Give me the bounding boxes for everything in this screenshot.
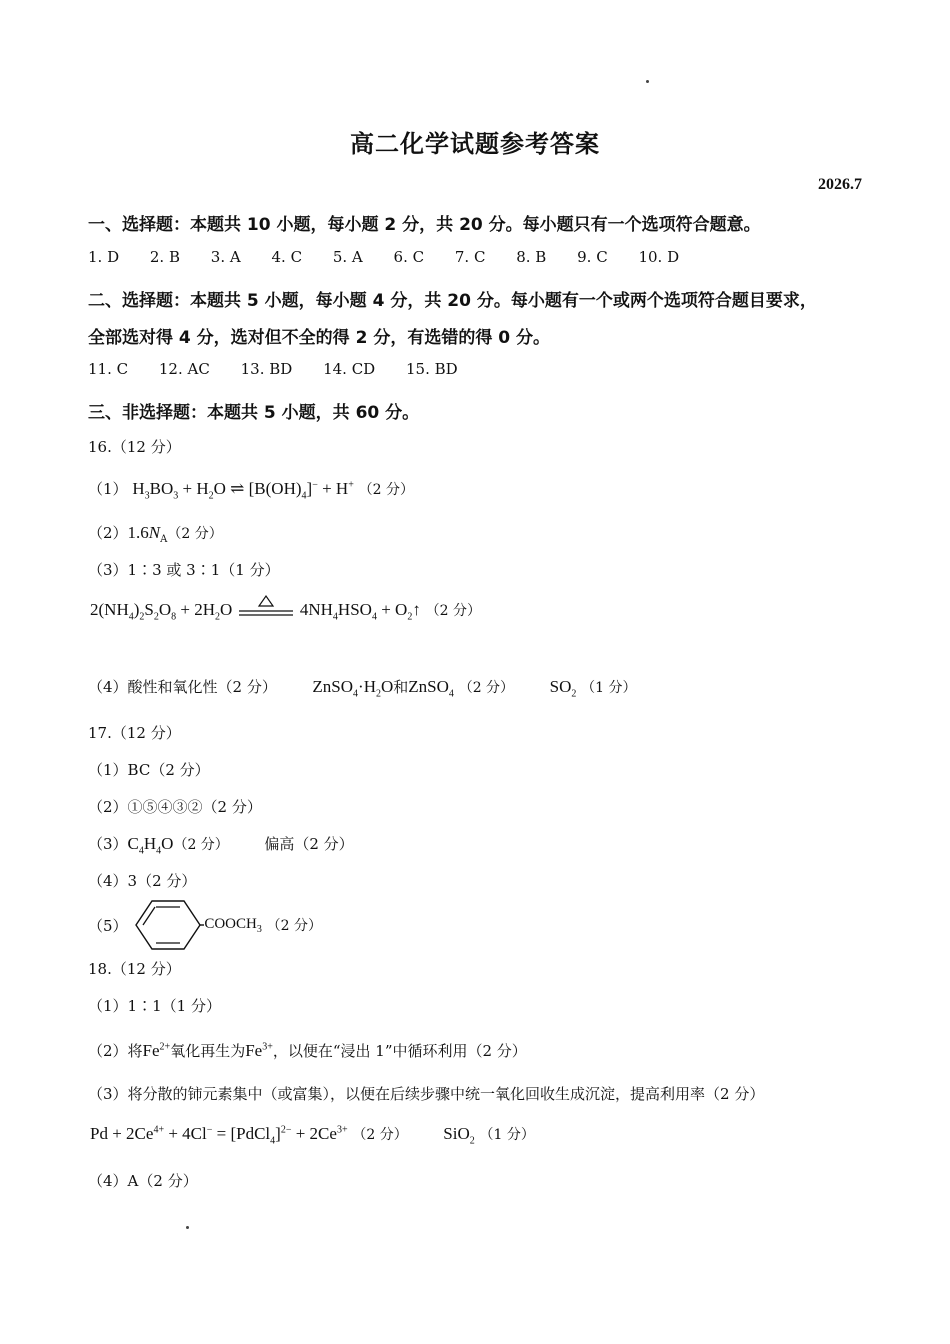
answer-item: 1. D [88, 248, 120, 266]
section2-answers [88, 360, 484, 378]
heat-equals-sign [237, 602, 295, 620]
q17-part2: （2）①⑤④③②（2 分） [88, 798, 262, 816]
answer-item: 4. C [271, 248, 303, 266]
answer-item: 9. C [577, 248, 608, 266]
answer-item: 5. A [332, 248, 363, 266]
boric-acid-equation: $H_3BO_3 + H_2O$ ⇌ $[B(OH)_4]^- + H^+$ [132, 479, 354, 502]
answer-item: 12. AC [158, 360, 210, 378]
answer-item: 6. C [393, 248, 425, 266]
q18-part2: （2）将$Fe^{2+}$氧化再生为$Fe^{3+}$，以便在“浸出 1”中循环利用（2 分） [88, 1041, 527, 1060]
scan-speck [186, 1226, 189, 1229]
q16-part1: （1） $H_3BO_3 + H_2O$ ⇌ $[B(OH)_4]^- + H^+$ （2 分） [88, 479, 414, 502]
scan-speck [646, 80, 649, 83]
section1-answers [88, 248, 705, 266]
answer-item: 10. D [638, 248, 680, 266]
answer-item: 11. C [88, 360, 129, 378]
q17-heading: 17.（12 分） [88, 724, 181, 742]
answer-item: 2. B [149, 248, 180, 266]
section3-heading: 三、非选择题：本题共 5 小题，共 60 分。 [88, 403, 420, 423]
q16-part3: （3）1∶3 或 3∶1（1 分） [88, 561, 280, 579]
ester-group: $COOCH_3$ [204, 915, 262, 935]
q18-part4: （4）A（2 分） [88, 1172, 198, 1190]
q18-part3: （3）将分散的铈元素集中（或富集），以便在后续步骤中统一氧化回收生成沉淀，提高利用率（2 分） [88, 1085, 765, 1103]
answer-item: 7. C [454, 248, 486, 266]
section1-heading: 一、选择题：本题共 10 小题，每小题 2 分，共 20 分。每小题只有一个选项符合题意。 [88, 215, 761, 235]
q17-part3: $(3)C_4H_4O(2$ 分） 偏高（2 分） [88, 834, 354, 857]
q18-part3-equation: $Pd + 2Ce^{4+} + 4Cl^-$ = [PdCl$_4$]$^{2-}$ + $2Ce^{3+}$ （2 分） SiO$_2$ （1 分） [90, 1124, 535, 1147]
benzene-ring-icon [132, 898, 204, 952]
q17-part4: （4）3（2 分） [88, 872, 197, 890]
q16-heading: 16.（12 分） [88, 438, 181, 456]
answer-item: 3. A [210, 248, 241, 266]
q16-part4: （4）酸性和氧化性（2 分） $ZnSO_4\cdot H_2O$和ZnSO$_4$ （2 分） $SO_2$ （1 分） [88, 677, 637, 700]
section2-heading-line2: 全部选对得 4 分，选对但不全的得 2 分，有选错的得 0 分。 [88, 328, 550, 348]
page-title: 高二化学试题参考答案 [350, 130, 600, 158]
answer-item: 14. CD [323, 360, 376, 378]
q16-part3-equation: $2(NH_4)_2S_2O_8 + 2H_2O$ $4NH_4HSO_4$ + $O_2↑$ （2 分） [90, 600, 481, 622]
answer-item: 15. BD [406, 360, 458, 378]
exam-date: 2026.7 [818, 176, 862, 193]
answer-item: 8. B [516, 248, 547, 266]
q16-part2: $(2)1.6N_A(2$ 分） [88, 523, 223, 545]
q18-part1: （1）1∶1（1 分） [88, 997, 221, 1015]
answer-item: 13. BD [240, 360, 293, 378]
q17-part1: （1）BC（2 分） [88, 761, 210, 779]
section2-heading-line1: 二、选择题：本题共 5 小题，每小题 4 分，共 20 分。每小题有一个或两个选项符合题目要求， [88, 291, 817, 311]
q18-heading: 18.（12 分） [88, 960, 181, 978]
q17-part5: （5） $COOCH_3$ （2 分） [88, 898, 322, 952]
